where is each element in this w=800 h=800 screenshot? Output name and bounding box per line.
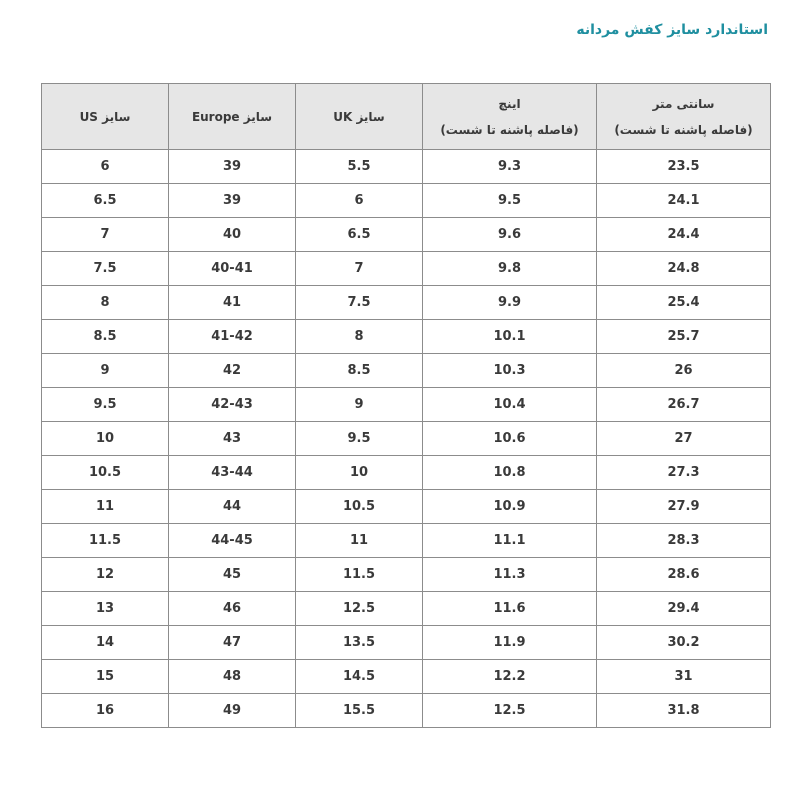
cell-us-size: 11.5	[42, 524, 169, 558]
cell-uk-size: 13.5	[296, 626, 423, 660]
table-row	[42, 286, 771, 320]
table-header-row	[42, 84, 771, 150]
cell-centimeter: 28.3	[597, 524, 771, 558]
table-row	[42, 592, 771, 626]
cell-inch: 9.8	[423, 252, 597, 286]
cell-us-size: 11	[42, 490, 169, 524]
cell-us-size: 15	[42, 660, 169, 694]
cell-europe-size: 44-45	[169, 524, 296, 558]
cell-centimeter: 23.5	[597, 150, 771, 184]
cell-europe-size: 42	[169, 354, 296, 388]
header-us-size-label: سایز US	[79, 109, 131, 124]
table-row	[42, 694, 771, 728]
cell-europe-size: 46	[169, 592, 296, 626]
cell-uk-size: 7	[296, 252, 423, 286]
cell-uk-size: 6	[296, 184, 423, 218]
cell-inch: 10.1	[423, 320, 597, 354]
cell-europe-size: 40	[169, 218, 296, 252]
cell-uk-size: 7.5	[296, 286, 423, 320]
cell-inch: 12.5	[423, 694, 597, 728]
header-inch	[423, 84, 597, 150]
cell-us-size: 6	[42, 150, 169, 184]
cell-us-size: 7.5	[42, 252, 169, 286]
cell-inch: 11.3	[423, 558, 597, 592]
cell-us-size: 8	[42, 286, 169, 320]
cell-centimeter: 24.1	[597, 184, 771, 218]
table-row	[42, 320, 771, 354]
cell-europe-size: 39	[169, 150, 296, 184]
shoe-size-table	[41, 83, 771, 728]
cell-uk-size: 12.5	[296, 592, 423, 626]
cell-centimeter: 31	[597, 660, 771, 694]
cell-inch: 10.3	[423, 354, 597, 388]
cell-centimeter: 25.7	[597, 320, 771, 354]
table-body	[42, 150, 771, 728]
header-europe-size	[169, 84, 296, 150]
header-centimeter-note: (فاصله پاشنه تا شست)	[614, 122, 753, 137]
cell-centimeter: 26.7	[597, 388, 771, 422]
cell-centimeter: 26	[597, 354, 771, 388]
cell-inch: 9.5	[423, 184, 597, 218]
cell-europe-size: 47	[169, 626, 296, 660]
cell-europe-size: 41-42	[169, 320, 296, 354]
cell-uk-size: 9	[296, 388, 423, 422]
cell-us-size: 6.5	[42, 184, 169, 218]
cell-us-size: 14	[42, 626, 169, 660]
cell-centimeter: 24.4	[597, 218, 771, 252]
cell-centimeter: 28.6	[597, 558, 771, 592]
cell-europe-size: 43	[169, 422, 296, 456]
cell-uk-size: 8.5	[296, 354, 423, 388]
cell-centimeter: 31.8	[597, 694, 771, 728]
cell-uk-size: 11	[296, 524, 423, 558]
table-row	[42, 422, 771, 456]
table-row	[42, 456, 771, 490]
cell-uk-size: 8	[296, 320, 423, 354]
cell-us-size: 13	[42, 592, 169, 626]
cell-centimeter: 27	[597, 422, 771, 456]
cell-us-size: 12	[42, 558, 169, 592]
cell-uk-size: 15.5	[296, 694, 423, 728]
header-centimeter-label: سانتی متر	[652, 96, 715, 111]
header-uk-size	[296, 84, 423, 150]
cell-us-size: 9	[42, 354, 169, 388]
cell-inch: 9.3	[423, 150, 597, 184]
cell-uk-size: 14.5	[296, 660, 423, 694]
cell-centimeter: 25.4	[597, 286, 771, 320]
header-inch-label: اینچ	[498, 96, 521, 111]
table-row	[42, 354, 771, 388]
cell-europe-size: 49	[169, 694, 296, 728]
cell-centimeter: 27.9	[597, 490, 771, 524]
cell-centimeter: 30.2	[597, 626, 771, 660]
cell-inch: 9.9	[423, 286, 597, 320]
cell-uk-size: 10	[296, 456, 423, 490]
cell-inch: 11.6	[423, 592, 597, 626]
cell-us-size: 8.5	[42, 320, 169, 354]
header-europe-size-label: سایز Europe	[191, 109, 273, 124]
cell-uk-size: 6.5	[296, 218, 423, 252]
cell-us-size: 10	[42, 422, 169, 456]
cell-us-size: 9.5	[42, 388, 169, 422]
table-row	[42, 660, 771, 694]
header-inch-note: (فاصله پاشنه تا شست)	[440, 122, 579, 137]
cell-us-size: 7	[42, 218, 169, 252]
table-row	[42, 150, 771, 184]
header-uk-size-label: سایز UK	[333, 109, 385, 124]
cell-centimeter: 29.4	[597, 592, 771, 626]
cell-europe-size: 41	[169, 286, 296, 320]
cell-us-size: 10.5	[42, 456, 169, 490]
header-centimeter	[597, 84, 771, 150]
cell-inch: 11.1	[423, 524, 597, 558]
cell-europe-size: 40-41	[169, 252, 296, 286]
cell-inch: 9.6	[423, 218, 597, 252]
cell-inch: 10.8	[423, 456, 597, 490]
cell-europe-size: 43-44	[169, 456, 296, 490]
cell-uk-size: 10.5	[296, 490, 423, 524]
cell-inch: 10.4	[423, 388, 597, 422]
table-row	[42, 558, 771, 592]
cell-uk-size: 5.5	[296, 150, 423, 184]
cell-uk-size: 11.5	[296, 558, 423, 592]
cell-us-size: 16	[42, 694, 169, 728]
cell-inch: 10.9	[423, 490, 597, 524]
cell-europe-size: 48	[169, 660, 296, 694]
cell-centimeter: 24.8	[597, 252, 771, 286]
table-row	[42, 388, 771, 422]
table-row	[42, 184, 771, 218]
cell-europe-size: 42-43	[169, 388, 296, 422]
table-row	[42, 524, 771, 558]
cell-europe-size: 44	[169, 490, 296, 524]
table-row	[42, 490, 771, 524]
cell-inch: 12.2	[423, 660, 597, 694]
cell-europe-size: 39	[169, 184, 296, 218]
table-row	[42, 218, 771, 252]
cell-inch: 10.6	[423, 422, 597, 456]
cell-centimeter: 27.3	[597, 456, 771, 490]
header-us-size	[42, 84, 169, 150]
table-row	[42, 626, 771, 660]
cell-europe-size: 45	[169, 558, 296, 592]
cell-uk-size: 9.5	[296, 422, 423, 456]
cell-inch: 11.9	[423, 626, 597, 660]
page-title: استاندارد سایز کفش مردانه	[576, 22, 768, 38]
table-row	[42, 252, 771, 286]
